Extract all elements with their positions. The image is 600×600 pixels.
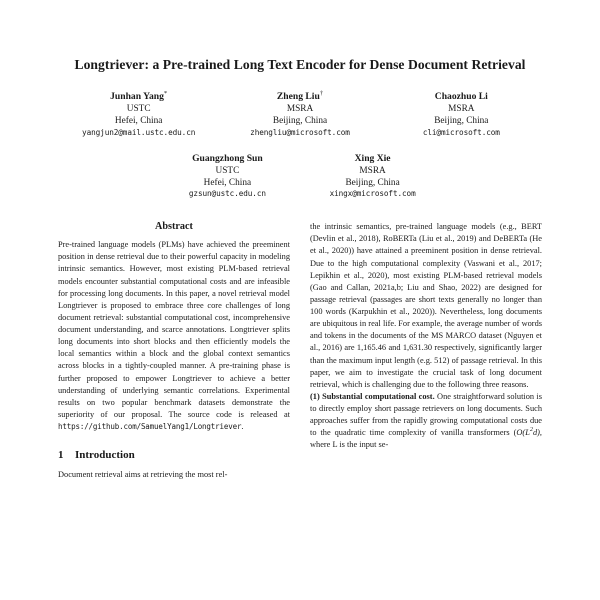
- abstract-url[interactable]: https://github.com/SamuelYang1/Longtriever: [58, 422, 242, 432]
- left-column: [58, 221, 290, 481]
- abstract-block: [58, 239, 290, 433]
- author-row-1: [58, 91, 542, 138]
- challenge-one-lead: (1) Substantial computational cost.: [310, 391, 435, 401]
- author-affiliation: USTC: [215, 166, 240, 177]
- page-title: Longtriever: a Pre-trained Long Text Encoder for Dense Document Retrieval: [74, 57, 526, 72]
- author-marker: †: [319, 89, 324, 97]
- section-heading-introduction: [58, 449, 290, 461]
- author-marker: *: [163, 89, 168, 97]
- author-city: Hefei, China: [114, 116, 163, 127]
- author-block: [381, 91, 542, 138]
- author-block: [58, 91, 219, 138]
- right-column-continuation: the intrinsic semantics, pre-trained language models (e.g., BERT (Devlin et al., 2018), RoBERTa (Liu et al., 2019) and DeBERTa (He et al., 2020)) have attained a preeminent position in dense retrieval. Due to the high computational complexity (Vaswani et al., 2017; Lepikhin et al., 2020), most existing PLM-based retrieval models (Gao and Callan, 2021a,b; Liu and Shao, 2022) are designed for passage retrieval (passages are short texts generally no longer than 100 words (Karpukhin et al., 2020)). Nevertheless, long documents are ubiquitous in real life. For example, the average number of words and tokens in the documents of the MS MARCO dataset (Nguyen et al., 2016) are 1,165.46 and 1,631.30 respectively, significantly larger than the maximum input length (e.g. 512) of passage retrieval. In this paper, we aim to investigate the crucial task of long document retrieval, which is challenging due to the following three reasons.: [310, 222, 542, 389]
- author-email: zhengliu@microsoft.com: [250, 127, 350, 137]
- author-name: Zheng Liu†: [276, 89, 324, 102]
- author-affiliation: MSRA: [286, 104, 314, 115]
- author-name: Chaozhuo Li: [434, 90, 488, 102]
- author-affiliation: MSRA: [448, 104, 475, 115]
- right-column: [310, 221, 542, 481]
- author-row-2: [58, 153, 542, 200]
- section-title: Introduction: [75, 449, 135, 462]
- author-block: [219, 91, 380, 138]
- abstract-text: [58, 239, 290, 433]
- challenge-one-paragraph: [310, 391, 542, 452]
- author-city: Beijing, China: [272, 116, 328, 127]
- author-city: Beijing, China: [345, 178, 400, 189]
- author-name: Junhan Yang*: [110, 89, 168, 102]
- complexity-formula: $O(L^2d)$: [516, 426, 540, 438]
- author-city: Beijing, China: [434, 116, 489, 127]
- author-city: Hefei, China: [203, 178, 252, 189]
- author-name: Xing Xie: [354, 152, 391, 164]
- author-affiliation: USTC: [126, 104, 151, 115]
- body-columns: [58, 221, 542, 481]
- abstract-heading: Abstract: [155, 221, 193, 233]
- author-email: xingx@microsoft.com: [329, 189, 416, 199]
- author-email: cli@microsoft.com: [422, 127, 500, 137]
- author-email: yangjun2@mail.ustc.edu.cn: [82, 127, 196, 137]
- author-email: gzsun@ustc.edu.cn: [188, 189, 266, 199]
- abstract-url-period: .: [241, 422, 244, 432]
- author-block: [155, 153, 300, 200]
- author-block: [300, 153, 445, 200]
- section-number: 1: [58, 449, 64, 462]
- author-affiliation: MSRA: [359, 166, 386, 177]
- abstract-body: Pre-trained language models (PLMs) have achieved the preeminent position in dense retrieval due to their powerful capacity in modeling intrinsic semantics. However, most existing PLM-based retrieval models encounter substantial computational costs and are infeasible for processing long documents. In this paper, a novel retrieval model Longtriever is proposed to embrace three core challenges of long document retrieval: substantial computational cost, incomprehensive document understanding, and scarce annotations. Longtriever splits long documents into short blocks and then efficiently models the local semantics within a block and the global context semantics across blocks in a tightly-coupled manner. A pre-training phase is further proposed to empower Longtriever to achieve a better understanding of underlying semantic correlations. Experimental results on two popular benchmark datasets demonstrate the superiority of our proposal. The source code is released at: [58, 240, 290, 419]
- challenge-one-tail: , where L is the input se-: [310, 428, 542, 450]
- author-name: Guangzhong Sun: [192, 152, 263, 164]
- challenge-one-body: One straightforward solution is to directly employ short passage retrievers on long documents. Such approaches suffer from the rapidly growing computational costs due to the quadratic time complexity of vanilla transformers (: [310, 391, 542, 438]
- introduction-paragraph: Document retrieval aims at retrieving the most rel-: [58, 470, 228, 480]
